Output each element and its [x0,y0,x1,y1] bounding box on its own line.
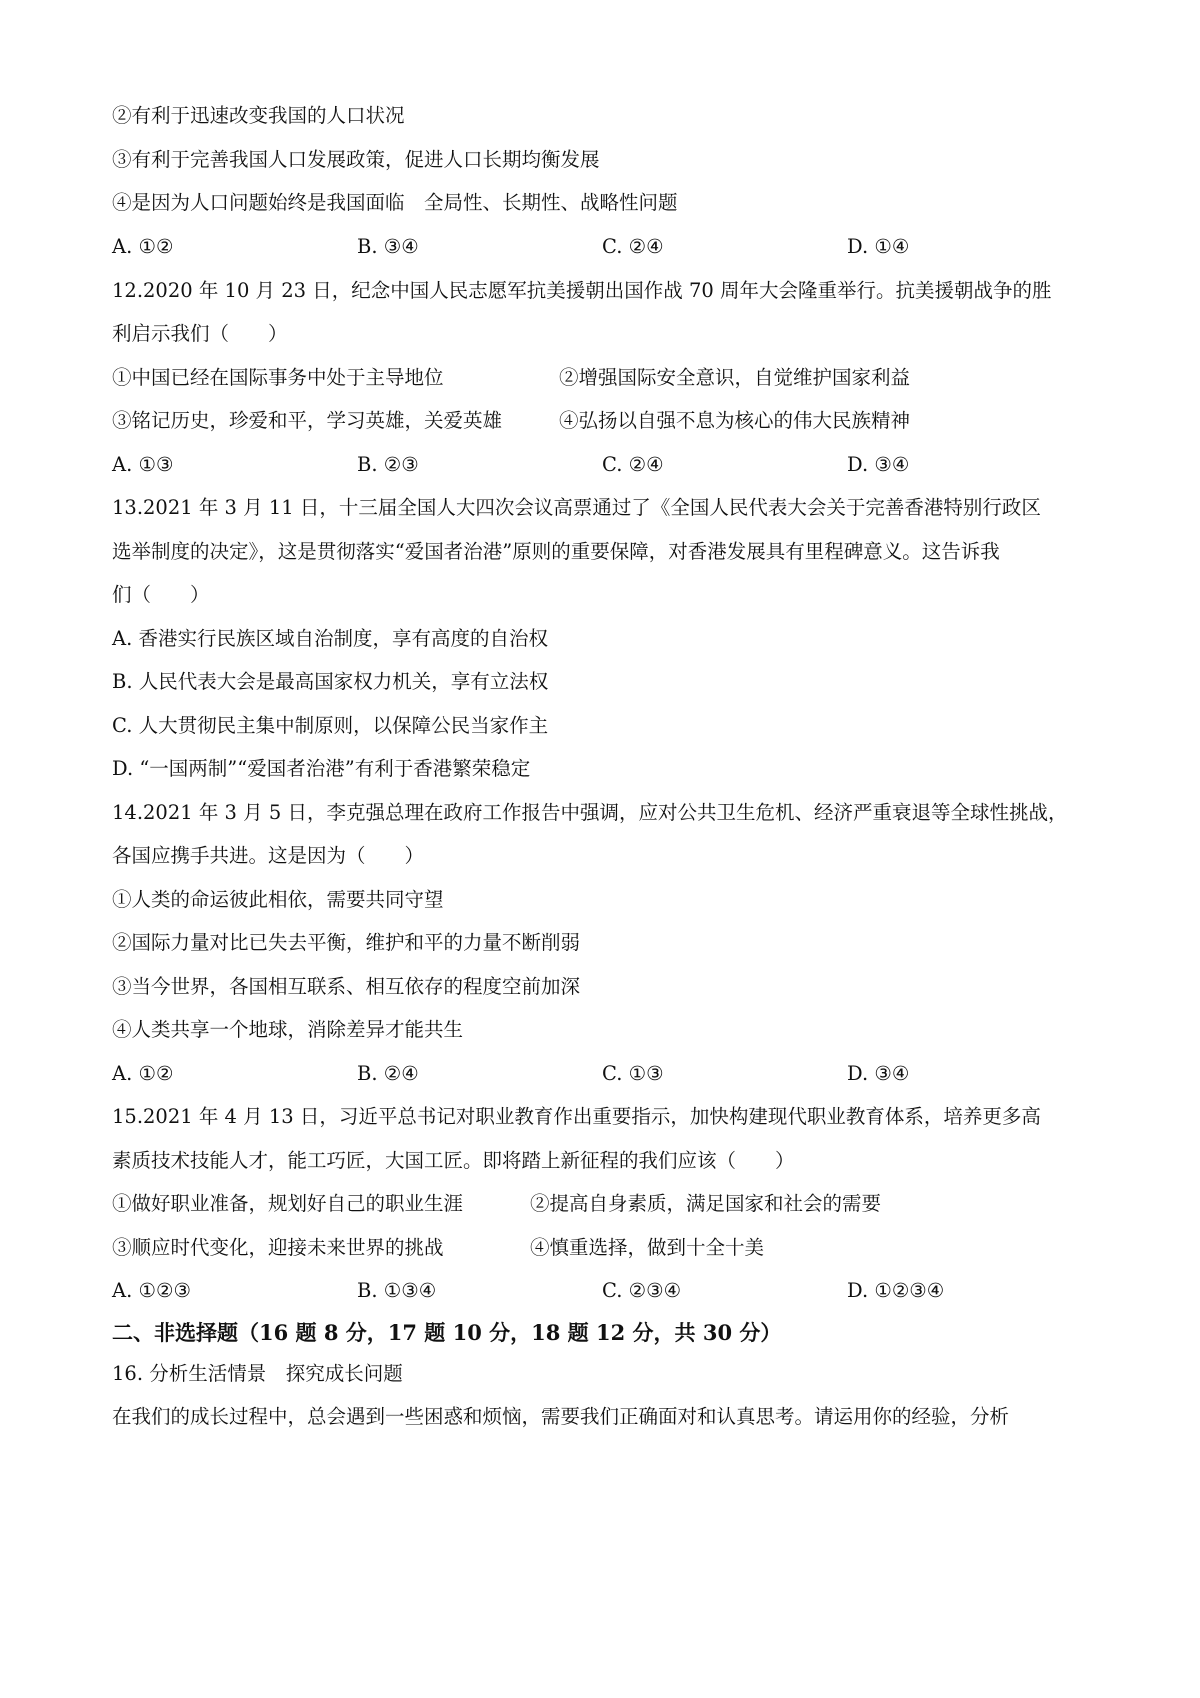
q15-items-row-1 [112,1192,1012,1216]
q16-text: 在我们的成长过程中，总会遇到一些困惑和烦恼，需要我们正确面对和认真思考。请运用你的经验，分析 [112,1405,1010,1428]
q15-item-4: ④慎重选择，做到十全十美 [530,1236,765,1259]
q12-option-a: A. ①③ [112,453,174,476]
q11-options [112,235,1012,259]
q14-item-4: ④人类共享一个地球，消除差异才能共生 [112,1018,464,1041]
q12-item-3: ③铭记历史，珍爱和平，学习英雄，关爱英雄 [112,409,503,432]
section-2-heading: 二、非选择题（16 题 8 分，17 题 10 分，18 题 12 分，共 30 分） [112,1320,782,1345]
q16-title: 16. 分析生活情景 探究成长问题 [112,1362,403,1385]
q12-item-2: ②增强国际安全意识，自觉维护国家利益 [559,366,911,389]
q13-stem-line-3: 们（ ） [112,583,210,606]
q12-option-b: B. ②③ [357,453,419,476]
q14-option-c: C. ①③ [602,1062,664,1085]
q13-option-c: C. 人大贯彻民主集中制原则，以保障公民当家作主 [112,714,549,737]
q13-option-b: B. 人民代表大会是最高国家权力机关，享有立法权 [112,670,549,693]
q13-option-d: D. “一国两制”“爱国者治港”有利于香港繁荣稳定 [112,757,531,780]
q14-options [112,1062,1012,1086]
q15-options [112,1279,1012,1303]
q14-option-d: D. ③④ [847,1062,910,1085]
q14-item-1: ①人类的命运彼此相依，需要共同守望 [112,888,444,911]
q12-option-c: C. ②④ [602,453,664,476]
q14-item-3: ③当今世界，各国相互联系、相互依存的程度空前加深 [112,975,581,998]
q15-option-c: C. ②③④ [602,1279,682,1302]
q11-option-c: C. ②④ [602,235,664,258]
q15-stem-line-1: 15.2021 年 4 月 13 日，习近平总书记对职业教育作出重要指示，加快构建现代职业教育体系，培养更多高 [112,1105,1041,1128]
q14-stem-line-2: 各国应携手共进。这是因为（ ） [112,844,425,867]
q14-option-b: B. ②④ [357,1062,419,1085]
q14-option-a: A. ①② [112,1062,174,1085]
q13-stem-line-1: 13.2021 年 3 月 11 日，十三届全国人大四次会议高票通过了《全国人民代表大会关于完善香港特别行政区 [112,496,1041,519]
q15-item-2: ②提高自身素质，满足国家和社会的需要 [530,1192,882,1215]
q11-item-4: ④是因为人口问题始终是我国面临 全局性、长期性、战略性问题 [112,191,678,214]
q11-option-a: A. ①② [112,235,174,258]
q12-option-d: D. ③④ [847,453,910,476]
q15-option-a: A. ①②③ [112,1279,191,1302]
q14-stem-line-1: 14.2021 年 3 月 5 日，李克强总理在政府工作报告中强调，应对公共卫生危机、经济严重衰退等全球性挑战， [112,801,1068,824]
q15-option-b: B. ①③④ [357,1279,437,1302]
q11-item-3: ③有利于完善我国人口发展政策，促进人口长期均衡发展 [112,148,600,171]
q15-item-1: ①做好职业准备，规划好自己的职业生涯 [112,1192,464,1215]
q11-item-2: ②有利于迅速改变我国的人口状况 [112,104,405,127]
q12-item-4: ④弘扬以自强不息为核心的伟大民族精神 [559,409,911,432]
q12-stem-line-2: 利启示我们（ ） [112,322,288,345]
q12-item-1: ①中国已经在国际事务中处于主导地位 [112,366,444,389]
q15-items-row-2 [112,1236,1012,1260]
q14-item-2: ②国际力量对比已失去平衡，维护和平的力量不断削弱 [112,931,581,954]
q12-stem-line-1: 12.2020 年 10 月 23 日，纪念中国人民志愿军抗美援朝出国作战 70 周年大会隆重举行。抗美援朝战争的胜 [112,279,1052,302]
q11-option-d: D. ①④ [847,235,910,258]
q15-item-3: ③顺应时代变化，迎接未来世界的挑战 [112,1236,444,1259]
q15-stem-line-2: 素质技术技能人才，能工巧匠，大国工匠。即将踏上新征程的我们应该（ ） [112,1149,795,1172]
q12-items-row-1 [112,366,1012,390]
q12-items-row-2 [112,409,1012,433]
q15-option-d: D. ①②③④ [847,1279,945,1302]
q13-stem-line-2: 选举制度的决定》，这是贯彻落实“爱国者治港”原则的重要保障，对香港发展具有里程碑意义。这告诉我 [112,540,1000,563]
q13-option-a: A. 香港实行民族区域自治制度，享有高度的自治权 [112,627,548,650]
q12-options [112,453,1012,477]
q11-option-b: B. ③④ [357,235,419,258]
